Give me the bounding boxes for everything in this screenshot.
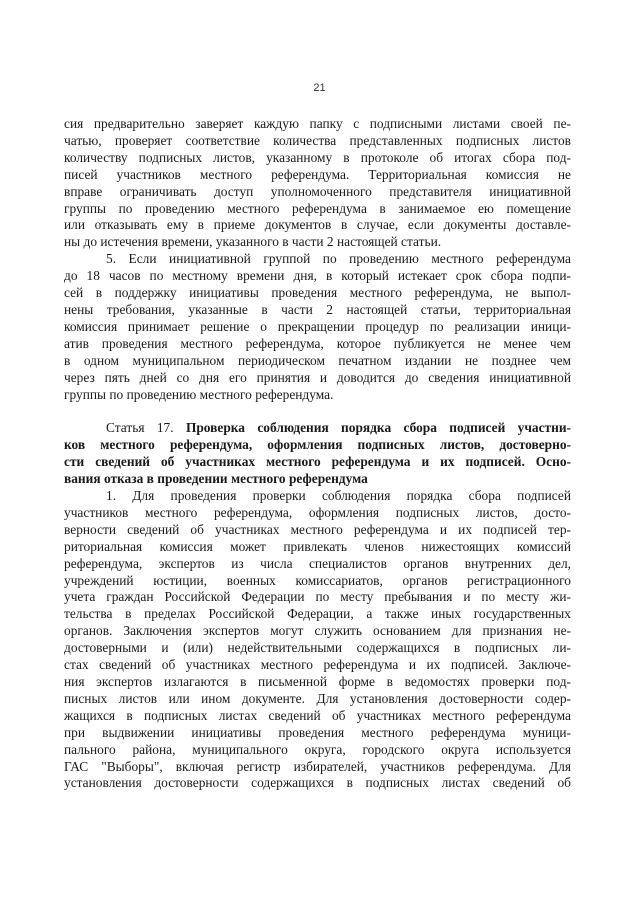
text-line: участников местного референдума, оформления подписных листов, досто- <box>64 504 571 520</box>
paragraph-3 <box>64 488 571 792</box>
text-line: группы по проведению местного референдума в занимаемое ею помещение <box>64 200 571 216</box>
heading-line: вания отказа в проведении местного референдума <box>64 471 368 487</box>
text-line: 5. Если инициативной группой по проведению местного референдума <box>106 251 571 267</box>
text-line: группы по проведению местного референдума. <box>64 386 334 402</box>
text-line: тельства в пределах Российской Федерации, а также иных государственных <box>64 606 571 622</box>
text-line: сей в поддержку инициативы проведения местного референдума, не выпол- <box>64 285 571 301</box>
text-line: нены требования, указанные в части 2 настоящей статьи, территориальная <box>64 301 571 317</box>
text-line: органов. Заключения экспертов могут служить основанием для признания не- <box>64 623 571 639</box>
text-line: комиссия принимает решение о прекращении процедур по реализации иници- <box>64 318 571 334</box>
text-line: учета граждан Российской Федерации по месту пребывания и по месту жи- <box>64 589 571 605</box>
paragraph-1 <box>64 116 571 251</box>
text-line: через пять дней со дня его принятия и доводится до сведения инициативной <box>64 369 571 385</box>
text-line: чатью, проверяет соответствие количества представленных подписных листов <box>64 132 571 148</box>
text-line: ГАС "Выборы", включая регистр избирателей, участников референдума. Для <box>64 758 571 774</box>
article-17-heading <box>64 420 571 488</box>
text-line: 1. Для проведения проверки соблюдения порядка сбора подписей <box>106 488 571 504</box>
heading-line: сти сведений об участниках местного референдума и их подписей. Осно- <box>64 454 571 470</box>
text-line: до 18 часов по местному времени дня, в который истекает срок сбора подпи- <box>64 268 571 284</box>
paragraph-2 <box>64 251 571 403</box>
text-line: количеству подписных листов, указанному в протоколе об итогах сбора под- <box>64 149 571 165</box>
text-line: референдума, экспертов из числа специалистов органов внутренних дел, <box>64 555 571 571</box>
page-number: 21 <box>313 82 326 94</box>
text-line: стах сведений об участниках местного референдума и их подписей. Заключе- <box>64 657 571 673</box>
text-line: жащихся в подписных листах сведений об участниках местного референдума <box>64 707 571 723</box>
text-line: писных листов или ином документе. Для установления достоверности содер- <box>64 690 571 706</box>
text-line: или отказывать ему в приеме документов в случае, если документы доставле- <box>64 217 571 233</box>
heading-first-line <box>64 420 571 437</box>
text-line: пального района, муниципального округа, городского округа используется <box>64 741 571 757</box>
text-line: при выдвижении инициативы проведения местного референдума муници- <box>64 724 571 740</box>
text-line: ния экспертов излагаются в письменной форме в ведомостях проверки под- <box>64 674 571 689</box>
text-line: вправе ограничивать доступ уполномоченного представителя инициативной <box>64 183 571 199</box>
document-body <box>64 116 571 792</box>
text-line: установления достоверности содержащихся в подписных листах сведений об <box>64 775 571 791</box>
text-line: писей участников местного референдума. Территориальная комиссия не <box>64 166 571 182</box>
text-line: верности сведений об участниках местного референдума и их подписей тер- <box>64 521 571 537</box>
text-line: риториальная комиссия может привлекать членов нижестоящих комиссий <box>64 538 571 554</box>
article-label: Статья 17. <box>106 420 174 436</box>
text-line: ны до истечения времени, указанного в части 2 настоящей статьи. <box>64 234 442 250</box>
article-title: Проверка соблюдения порядка сбора подписей участни- <box>185 420 571 436</box>
text-line: достоверными и (или) недействительными содержащихся в подписных ли- <box>64 640 571 656</box>
heading-line: ков местного референдума, оформления подписных листов, достоверно- <box>64 437 571 453</box>
text-line: сия предварительно заверяет каждую папку с подписными листами своей пе- <box>64 116 571 131</box>
text-line: атив проведения местного референдума, которое публикуется не менее чем <box>64 335 571 351</box>
text-line: в одном муниципальном периодическом печатном издании не позднее чем <box>64 352 571 368</box>
text-line: учреждений юстиции, военных комиссариатов, органов регистрационного <box>64 572 571 588</box>
